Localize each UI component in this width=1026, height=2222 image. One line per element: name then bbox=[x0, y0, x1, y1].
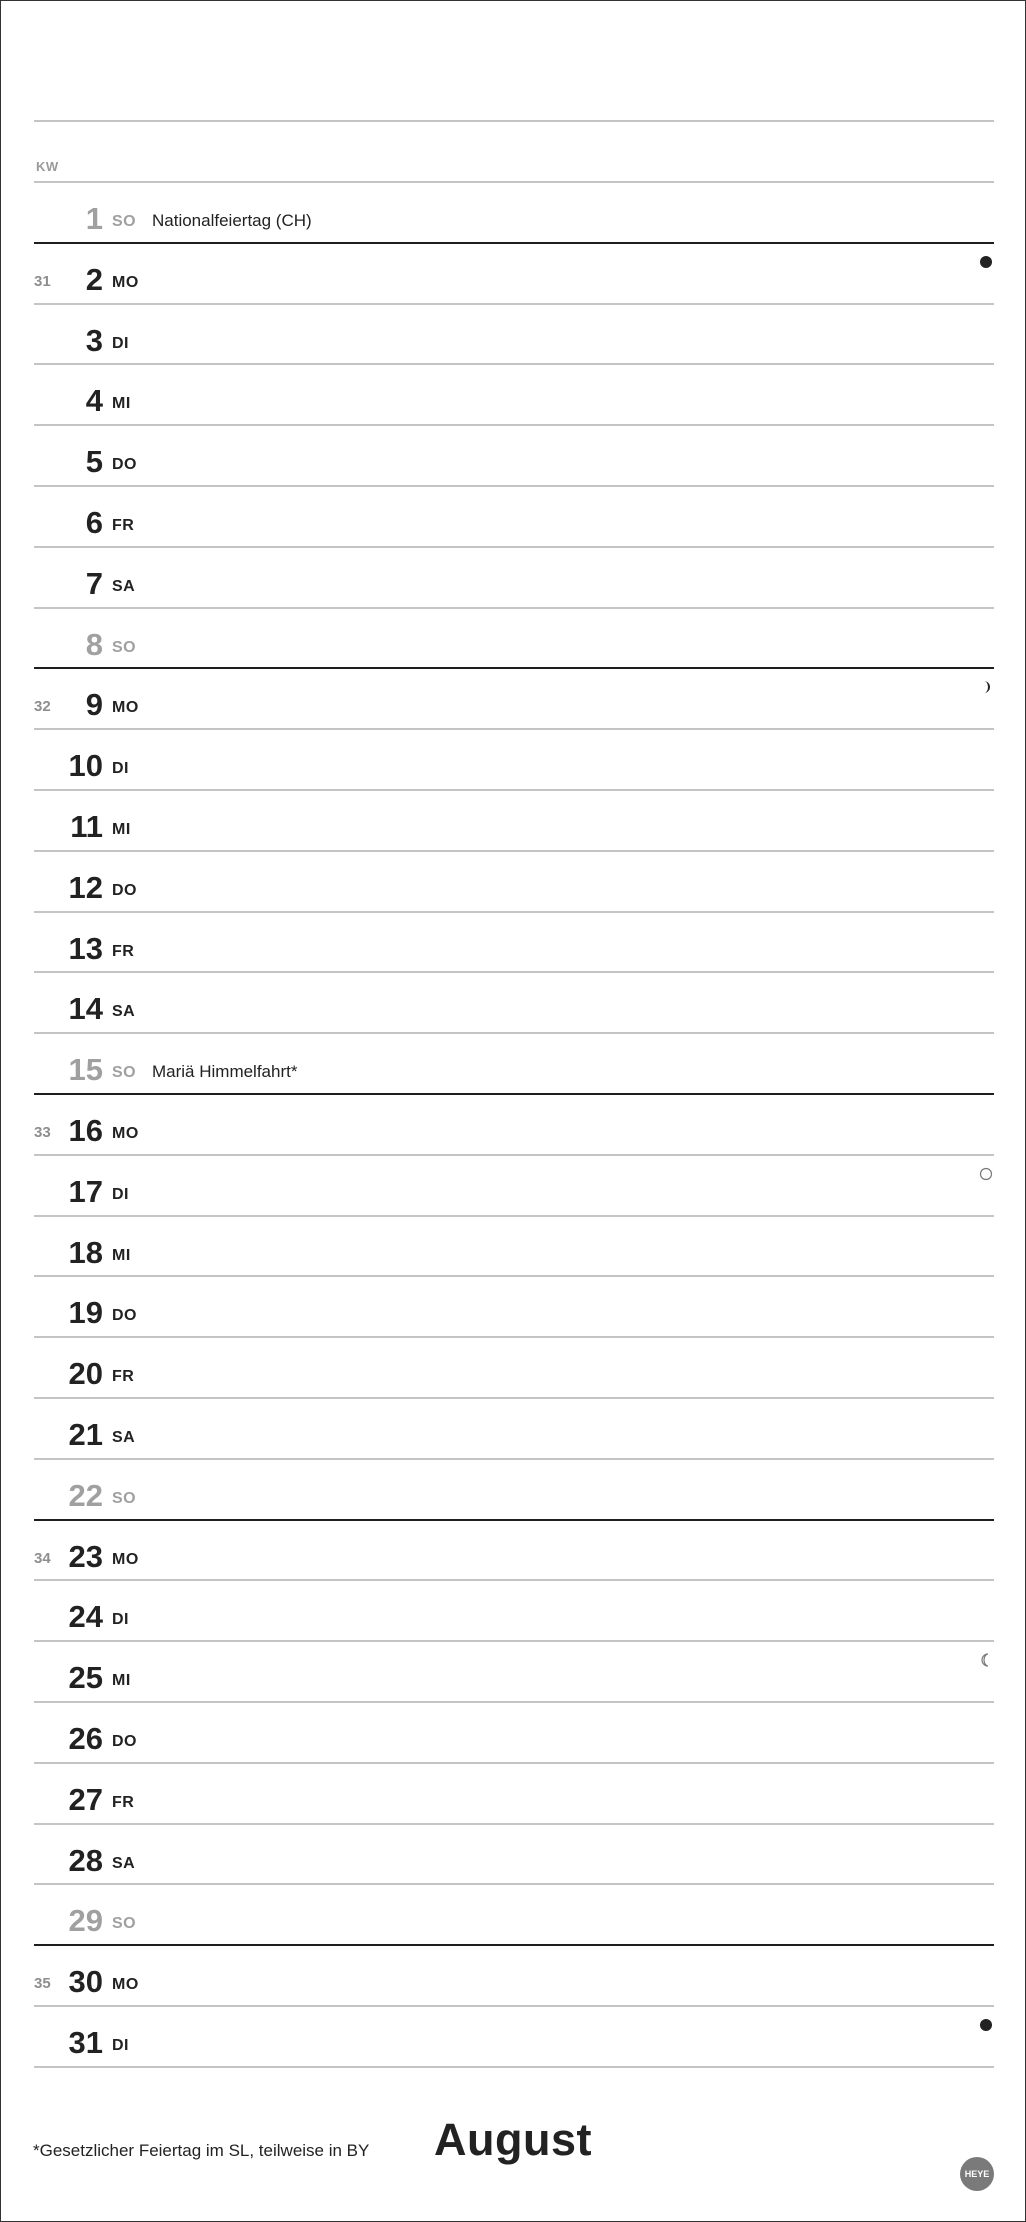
weekday-abbr: MO bbox=[112, 1976, 139, 1994]
weekday-abbr: SA bbox=[112, 1003, 136, 1021]
day-number: 11 bbox=[70, 809, 103, 844]
day-row bbox=[1, 668, 1025, 729]
new-moon-icon bbox=[979, 2018, 993, 2032]
weekday-abbr: DI bbox=[112, 760, 129, 778]
weekday-abbr: SA bbox=[112, 1854, 136, 1872]
day-number: 10 bbox=[68, 748, 103, 784]
day-row bbox=[1, 182, 1025, 243]
day-number: 21 bbox=[68, 1417, 103, 1452]
day-row bbox=[1, 1945, 1025, 2006]
holiday-note: Nationalfeiertag (CH) bbox=[152, 211, 312, 230]
day-number: 1 bbox=[85, 201, 103, 236]
day-row bbox=[1, 1580, 1025, 1641]
day-row bbox=[1, 1398, 1025, 1459]
day-number: 6 bbox=[85, 505, 103, 540]
weekday-abbr: MO bbox=[112, 1550, 139, 1568]
week-number: 33 bbox=[34, 1124, 51, 1141]
day-row bbox=[1, 912, 1025, 973]
last-quarter-moon-icon bbox=[979, 1653, 993, 1667]
day-row bbox=[1, 364, 1025, 425]
weekday-abbr: SO bbox=[112, 638, 137, 656]
holiday-footnote: *Gesetzlicher Feiertag im SL, teilweise in BY bbox=[33, 2141, 370, 2160]
full-moon-icon bbox=[979, 1167, 993, 1181]
day-row bbox=[1, 304, 1025, 365]
weekday-abbr: DO bbox=[112, 1307, 137, 1325]
day-row bbox=[1, 1276, 1025, 1337]
week-number: 31 bbox=[34, 272, 51, 290]
weekday-abbr: MI bbox=[112, 1246, 131, 1264]
day-row bbox=[1, 1520, 1025, 1581]
day-number: 3 bbox=[85, 322, 103, 358]
day-number: 17 bbox=[68, 1173, 103, 1209]
weekday-abbr: MO bbox=[112, 273, 139, 291]
day-row bbox=[1, 608, 1025, 669]
weekday-abbr: SO bbox=[112, 1489, 137, 1507]
weekday-abbr: DI bbox=[112, 2037, 129, 2054]
day-row bbox=[1, 425, 1025, 486]
weekday-abbr: DO bbox=[112, 456, 137, 474]
day-number: 16 bbox=[68, 1113, 103, 1148]
day-row bbox=[1, 1337, 1025, 1398]
weekday-abbr: MI bbox=[112, 821, 131, 838]
day-row bbox=[1, 729, 1025, 790]
day-number: 18 bbox=[68, 1234, 103, 1270]
day-row bbox=[1, 1884, 1025, 1945]
day-row bbox=[1, 243, 1025, 304]
kw-column-header: KW bbox=[36, 159, 59, 174]
day-number: 20 bbox=[68, 1356, 103, 1392]
day-number: 15 bbox=[68, 1052, 103, 1088]
day-row bbox=[1, 2006, 1025, 2067]
new-moon-icon bbox=[979, 255, 993, 269]
day-row bbox=[1, 1155, 1025, 1216]
week-number: 35 bbox=[34, 1975, 51, 1993]
day-row bbox=[1, 1033, 1025, 1094]
weekday-abbr: FR bbox=[112, 942, 135, 960]
weekday-abbr: DI bbox=[112, 1611, 129, 1629]
day-number: 4 bbox=[85, 383, 103, 419]
month-title: August bbox=[434, 2114, 592, 2165]
day-number: 31 bbox=[68, 2025, 103, 2060]
weekday-abbr: MO bbox=[112, 699, 139, 717]
day-number: 2 bbox=[85, 261, 103, 297]
weekday-abbr: DI bbox=[112, 1185, 129, 1203]
day-number: 24 bbox=[68, 1599, 103, 1635]
weekday-abbr: MO bbox=[112, 1125, 139, 1142]
day-number: 22 bbox=[68, 1477, 103, 1513]
day-row bbox=[1, 1094, 1025, 1155]
day-row bbox=[1, 790, 1025, 851]
day-number: 23 bbox=[68, 1538, 103, 1574]
day-number: 19 bbox=[68, 1295, 103, 1331]
weekday-abbr: DO bbox=[112, 881, 137, 899]
day-number: 5 bbox=[85, 444, 103, 480]
day-number: 26 bbox=[68, 1721, 103, 1756]
weekday-abbr: SA bbox=[112, 1429, 136, 1446]
weekday-abbr: SA bbox=[112, 577, 136, 595]
day-row bbox=[1, 851, 1025, 912]
day-row bbox=[1, 1702, 1025, 1763]
weekday-abbr: SO bbox=[112, 1064, 137, 1082]
week-number: 32 bbox=[34, 698, 51, 716]
day-row bbox=[1, 1641, 1025, 1702]
day-number: 27 bbox=[68, 1781, 103, 1817]
weekday-abbr: DI bbox=[112, 334, 129, 352]
weekday-abbr: FR bbox=[112, 1368, 135, 1386]
day-number: 13 bbox=[68, 930, 103, 966]
day-row bbox=[1, 1763, 1025, 1824]
day-number: 8 bbox=[85, 626, 103, 662]
weekday-abbr: FR bbox=[112, 1793, 135, 1811]
weekday-abbr: FR bbox=[112, 517, 135, 534]
day-row bbox=[1, 547, 1025, 608]
weekday-abbr: SO bbox=[112, 1915, 137, 1933]
weekday-abbr: MI bbox=[112, 1672, 131, 1690]
day-row bbox=[1, 486, 1025, 547]
day-number: 14 bbox=[68, 991, 103, 1027]
day-number: 12 bbox=[68, 869, 103, 905]
day-number: 30 bbox=[68, 1964, 103, 2000]
day-row bbox=[1, 972, 1025, 1033]
publisher-logo: HEYE bbox=[960, 2157, 994, 2191]
day-number: 25 bbox=[68, 1660, 103, 1696]
day-number: 29 bbox=[68, 1903, 103, 1939]
day-number: 28 bbox=[68, 1842, 103, 1878]
weekday-abbr: MI bbox=[112, 395, 131, 413]
top-rule bbox=[34, 120, 994, 122]
weekday-abbr: SO bbox=[112, 213, 137, 230]
day-number: 9 bbox=[85, 687, 103, 723]
day-rule bbox=[34, 2066, 994, 2068]
day-row bbox=[1, 1216, 1025, 1277]
first-quarter-moon-icon bbox=[979, 680, 993, 694]
week-number: 34 bbox=[34, 1549, 51, 1567]
day-number: 7 bbox=[85, 565, 103, 601]
day-row bbox=[1, 1824, 1025, 1885]
day-row bbox=[1, 1459, 1025, 1520]
holiday-note: Mariä Himmelfahrt* bbox=[152, 1062, 298, 1082]
weekday-abbr: DO bbox=[112, 1733, 137, 1750]
